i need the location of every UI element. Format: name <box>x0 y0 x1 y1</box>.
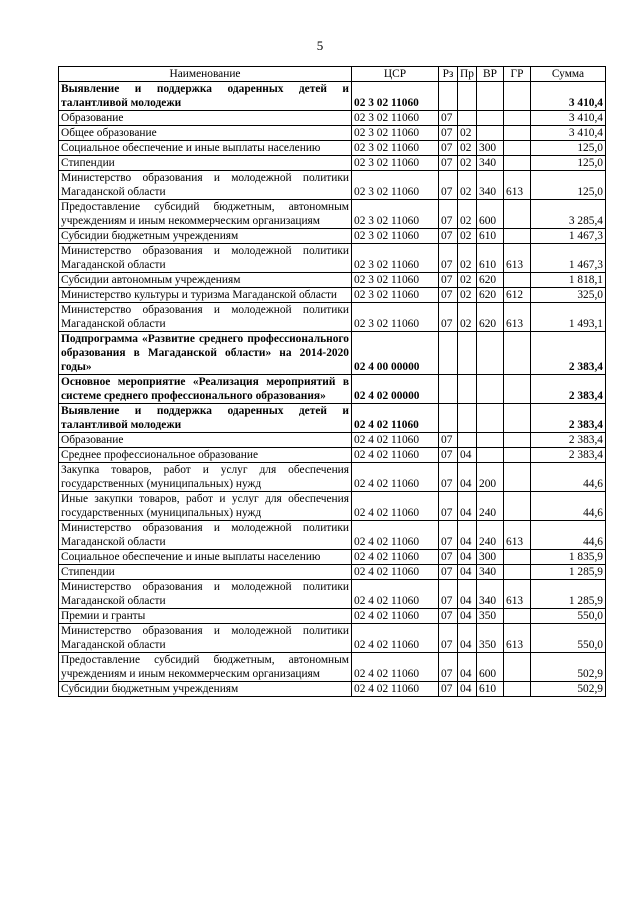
cell-rz: 07 <box>439 111 458 126</box>
table-row <box>59 126 606 141</box>
cell-gr <box>504 82 531 111</box>
cell-csr: 02 3 02 11060 <box>352 229 439 244</box>
table-row <box>59 332 606 375</box>
cell-pr: 04 <box>458 550 477 565</box>
cell-pr: 04 <box>458 580 477 609</box>
header-pr: Пр <box>458 67 477 82</box>
cell-sum: 2 383,4 <box>531 332 606 375</box>
cell-name: Субсидии бюджетным учреждениям <box>59 229 352 244</box>
cell-rz <box>439 375 458 404</box>
cell-csr: 02 4 02 11060 <box>352 682 439 697</box>
cell-name: Министерство образования и молодежной политики Магаданской области <box>59 303 352 332</box>
cell-name: Стипендии <box>59 156 352 171</box>
cell-rz: 07 <box>439 229 458 244</box>
table-row <box>59 141 606 156</box>
cell-rz: 07 <box>439 463 458 492</box>
table-row <box>59 448 606 463</box>
cell-rz: 07 <box>439 171 458 200</box>
cell-gr: 613 <box>504 580 531 609</box>
cell-csr: 02 4 02 11060 <box>352 463 439 492</box>
cell-vr: 300 <box>477 550 504 565</box>
cell-name: Министерство образования и молодежной политики Магаданской области <box>59 521 352 550</box>
cell-csr: 02 4 00 00000 <box>352 332 439 375</box>
header-name: Наименование <box>59 67 352 82</box>
table-row <box>59 273 606 288</box>
cell-pr: 04 <box>458 682 477 697</box>
cell-pr: 02 <box>458 303 477 332</box>
cell-pr <box>458 82 477 111</box>
cell-sum: 502,9 <box>531 682 606 697</box>
cell-gr <box>504 565 531 580</box>
cell-vr: 240 <box>477 492 504 521</box>
table-row <box>59 565 606 580</box>
cell-gr <box>504 448 531 463</box>
cell-sum: 3 410,4 <box>531 126 606 141</box>
cell-rz: 07 <box>439 565 458 580</box>
cell-gr <box>504 653 531 682</box>
cell-pr: 04 <box>458 624 477 653</box>
cell-name: Социальное обеспечение и иные выплаты населению <box>59 141 352 156</box>
cell-sum: 44,6 <box>531 521 606 550</box>
cell-csr: 02 4 02 11060 <box>352 565 439 580</box>
cell-vr: 340 <box>477 156 504 171</box>
cell-gr <box>504 229 531 244</box>
cell-gr <box>504 375 531 404</box>
cell-rz: 07 <box>439 492 458 521</box>
cell-vr: 610 <box>477 244 504 273</box>
cell-csr: 02 3 02 11060 <box>352 303 439 332</box>
table-row <box>59 433 606 448</box>
cell-sum: 550,0 <box>531 609 606 624</box>
cell-name: Иные закупки товаров, работ и услуг для обеспечения государственных (муниципальных) нужд <box>59 492 352 521</box>
table-row <box>59 244 606 273</box>
table-row <box>59 288 606 303</box>
cell-name: Премии и гранты <box>59 609 352 624</box>
cell-gr <box>504 111 531 126</box>
cell-name: Социальное обеспечение и иные выплаты населению <box>59 550 352 565</box>
cell-csr: 02 3 02 11060 <box>352 126 439 141</box>
cell-pr: 02 <box>458 141 477 156</box>
cell-name: Предоставление субсидий бюджетным, автономным учреждениям и иным некоммерческим организациям <box>59 653 352 682</box>
cell-csr: 02 4 02 11060 <box>352 433 439 448</box>
cell-gr <box>504 156 531 171</box>
cell-pr: 02 <box>458 156 477 171</box>
cell-sum: 125,0 <box>531 141 606 156</box>
cell-rz: 07 <box>439 126 458 141</box>
cell-name: Общее образование <box>59 126 352 141</box>
cell-rz: 07 <box>439 200 458 229</box>
cell-vr: 240 <box>477 521 504 550</box>
table-row <box>59 682 606 697</box>
cell-name: Стипендии <box>59 565 352 580</box>
cell-pr: 02 <box>458 273 477 288</box>
header-vr: ВР <box>477 67 504 82</box>
cell-gr: 613 <box>504 521 531 550</box>
cell-rz: 07 <box>439 609 458 624</box>
table-row <box>59 521 606 550</box>
table-body <box>59 82 606 697</box>
cell-rz: 07 <box>439 433 458 448</box>
cell-sum: 1 467,3 <box>531 244 606 273</box>
cell-sum: 325,0 <box>531 288 606 303</box>
cell-name: Выявление и поддержка одаренных детей и талантливой молодежи <box>59 404 352 433</box>
cell-csr: 02 4 02 11060 <box>352 550 439 565</box>
table-row <box>59 653 606 682</box>
cell-rz: 07 <box>439 624 458 653</box>
cell-name: Среднее профессиональное образование <box>59 448 352 463</box>
cell-gr: 613 <box>504 171 531 200</box>
cell-vr <box>477 375 504 404</box>
cell-pr: 04 <box>458 521 477 550</box>
cell-sum: 2 383,4 <box>531 433 606 448</box>
cell-name: Выявление и поддержка одаренных детей и талантливой молодежи <box>59 82 352 111</box>
cell-csr: 02 4 02 11060 <box>352 609 439 624</box>
cell-sum: 502,9 <box>531 653 606 682</box>
cell-rz: 07 <box>439 303 458 332</box>
cell-vr: 340 <box>477 565 504 580</box>
table-row <box>59 550 606 565</box>
cell-rz: 07 <box>439 521 458 550</box>
table-row <box>59 404 606 433</box>
table-row <box>59 609 606 624</box>
table-row <box>59 200 606 229</box>
cell-rz: 07 <box>439 682 458 697</box>
cell-sum: 2 383,4 <box>531 404 606 433</box>
cell-pr: 02 <box>458 126 477 141</box>
cell-rz: 07 <box>439 653 458 682</box>
cell-sum: 3 410,4 <box>531 82 606 111</box>
cell-pr: 02 <box>458 244 477 273</box>
cell-vr: 620 <box>477 303 504 332</box>
cell-gr <box>504 682 531 697</box>
cell-vr <box>477 111 504 126</box>
cell-sum: 1 835,9 <box>531 550 606 565</box>
cell-gr <box>504 404 531 433</box>
cell-vr: 620 <box>477 288 504 303</box>
cell-gr: 612 <box>504 288 531 303</box>
cell-csr: 02 4 02 11060 <box>352 448 439 463</box>
cell-rz <box>439 82 458 111</box>
table-row <box>59 82 606 111</box>
cell-sum: 1 285,9 <box>531 565 606 580</box>
cell-gr <box>504 433 531 448</box>
cell-pr: 04 <box>458 492 477 521</box>
cell-sum: 1 818,1 <box>531 273 606 288</box>
cell-name: Подпрограмма «Развитие среднего профессионального образования в Магаданской области» на 2014-2020 годы» <box>59 332 352 375</box>
cell-name: Министерство культуры и туризма Магаданской области <box>59 288 352 303</box>
cell-sum: 3 285,4 <box>531 200 606 229</box>
table-row <box>59 303 606 332</box>
cell-sum: 44,6 <box>531 463 606 492</box>
cell-name: Субсидии бюджетным учреждениям <box>59 682 352 697</box>
cell-pr: 02 <box>458 200 477 229</box>
cell-rz: 07 <box>439 244 458 273</box>
cell-vr: 340 <box>477 171 504 200</box>
cell-name: Министерство образования и молодежной политики Магаданской области <box>59 171 352 200</box>
cell-gr: 613 <box>504 244 531 273</box>
cell-csr: 02 3 02 11060 <box>352 273 439 288</box>
cell-vr <box>477 126 504 141</box>
cell-vr <box>477 82 504 111</box>
cell-csr: 02 4 02 11060 <box>352 653 439 682</box>
cell-rz <box>439 404 458 433</box>
cell-csr: 02 3 02 11060 <box>352 111 439 126</box>
cell-pr: 04 <box>458 463 477 492</box>
cell-sum: 550,0 <box>531 624 606 653</box>
page-number: 5 <box>316 38 324 53</box>
cell-rz: 07 <box>439 273 458 288</box>
cell-name: Министерство образования и молодежной политики Магаданской области <box>59 244 352 273</box>
table-row <box>59 229 606 244</box>
cell-csr: 02 4 02 11060 <box>352 521 439 550</box>
cell-rz: 07 <box>439 156 458 171</box>
cell-gr: 613 <box>504 624 531 653</box>
cell-vr <box>477 448 504 463</box>
cell-csr: 02 4 02 11060 <box>352 624 439 653</box>
cell-rz <box>439 332 458 375</box>
table-row <box>59 580 606 609</box>
cell-gr <box>504 550 531 565</box>
cell-name: Предоставление субсидий бюджетным, автономным учреждениям и иным некоммерческим организациям <box>59 200 352 229</box>
table-row <box>59 156 606 171</box>
table-row <box>59 463 606 492</box>
cell-vr: 340 <box>477 580 504 609</box>
cell-pr <box>458 111 477 126</box>
cell-vr <box>477 332 504 375</box>
cell-vr: 350 <box>477 624 504 653</box>
cell-gr <box>504 126 531 141</box>
cell-vr: 300 <box>477 141 504 156</box>
table-row <box>59 492 606 521</box>
cell-csr: 02 3 02 11060 <box>352 82 439 111</box>
cell-sum: 2 383,4 <box>531 375 606 404</box>
table-row <box>59 171 606 200</box>
cell-vr: 350 <box>477 609 504 624</box>
cell-gr <box>504 332 531 375</box>
cell-gr <box>504 609 531 624</box>
cell-pr <box>458 433 477 448</box>
cell-sum: 1 285,9 <box>531 580 606 609</box>
cell-pr: 02 <box>458 171 477 200</box>
cell-vr: 610 <box>477 229 504 244</box>
table-row <box>59 375 606 404</box>
cell-csr: 02 3 02 11060 <box>352 200 439 229</box>
cell-gr <box>504 273 531 288</box>
cell-pr <box>458 375 477 404</box>
cell-pr <box>458 332 477 375</box>
cell-csr: 02 3 02 11060 <box>352 171 439 200</box>
cell-csr: 02 4 02 11060 <box>352 580 439 609</box>
cell-name: Закупка товаров, работ и услуг для обеспечения государственных (муниципальных) нужд <box>59 463 352 492</box>
cell-sum: 44,6 <box>531 492 606 521</box>
cell-gr <box>504 463 531 492</box>
cell-sum: 1 493,1 <box>531 303 606 332</box>
cell-vr: 600 <box>477 653 504 682</box>
cell-vr: 620 <box>477 273 504 288</box>
cell-rz: 07 <box>439 288 458 303</box>
cell-sum: 1 467,3 <box>531 229 606 244</box>
cell-pr: 02 <box>458 288 477 303</box>
budget-table <box>58 66 606 697</box>
cell-csr: 02 4 02 11060 <box>352 492 439 521</box>
header-csr: ЦСР <box>352 67 439 82</box>
cell-rz: 07 <box>439 141 458 156</box>
cell-pr: 04 <box>458 653 477 682</box>
cell-sum: 2 383,4 <box>531 448 606 463</box>
table-row <box>59 111 606 126</box>
cell-vr: 610 <box>477 682 504 697</box>
cell-csr: 02 3 02 11060 <box>352 156 439 171</box>
cell-name: Министерство образования и молодежной политики Магаданской области <box>59 580 352 609</box>
cell-gr: 613 <box>504 303 531 332</box>
cell-sum: 125,0 <box>531 156 606 171</box>
cell-name: Министерство образования и молодежной политики Магаданской области <box>59 624 352 653</box>
cell-csr: 02 3 02 11060 <box>352 141 439 156</box>
cell-vr: 600 <box>477 200 504 229</box>
cell-vr <box>477 404 504 433</box>
cell-vr: 200 <box>477 463 504 492</box>
header-rz: Рз <box>439 67 458 82</box>
table-header-row <box>59 67 606 82</box>
cell-pr: 02 <box>458 229 477 244</box>
header-gr: ГР <box>504 67 531 82</box>
cell-vr <box>477 433 504 448</box>
cell-sum: 125,0 <box>531 171 606 200</box>
cell-pr: 04 <box>458 448 477 463</box>
cell-pr: 04 <box>458 609 477 624</box>
cell-pr: 04 <box>458 565 477 580</box>
cell-name: Образование <box>59 111 352 126</box>
cell-csr: 02 3 02 11060 <box>352 288 439 303</box>
cell-gr <box>504 492 531 521</box>
cell-gr <box>504 141 531 156</box>
cell-rz: 07 <box>439 550 458 565</box>
cell-csr: 02 3 02 11060 <box>352 244 439 273</box>
table-row <box>59 624 606 653</box>
cell-pr <box>458 404 477 433</box>
cell-sum: 3 410,4 <box>531 111 606 126</box>
cell-name: Субсидии автономным учреждениям <box>59 273 352 288</box>
cell-rz: 07 <box>439 580 458 609</box>
cell-rz: 07 <box>439 448 458 463</box>
cell-name: Образование <box>59 433 352 448</box>
cell-csr: 02 4 02 11060 <box>352 404 439 433</box>
cell-gr <box>504 200 531 229</box>
cell-csr: 02 4 02 00000 <box>352 375 439 404</box>
cell-name: Основное мероприятие «Реализация мероприятий в системе среднего профессионального образования» <box>59 375 352 404</box>
header-sum: Сумма <box>531 67 606 82</box>
